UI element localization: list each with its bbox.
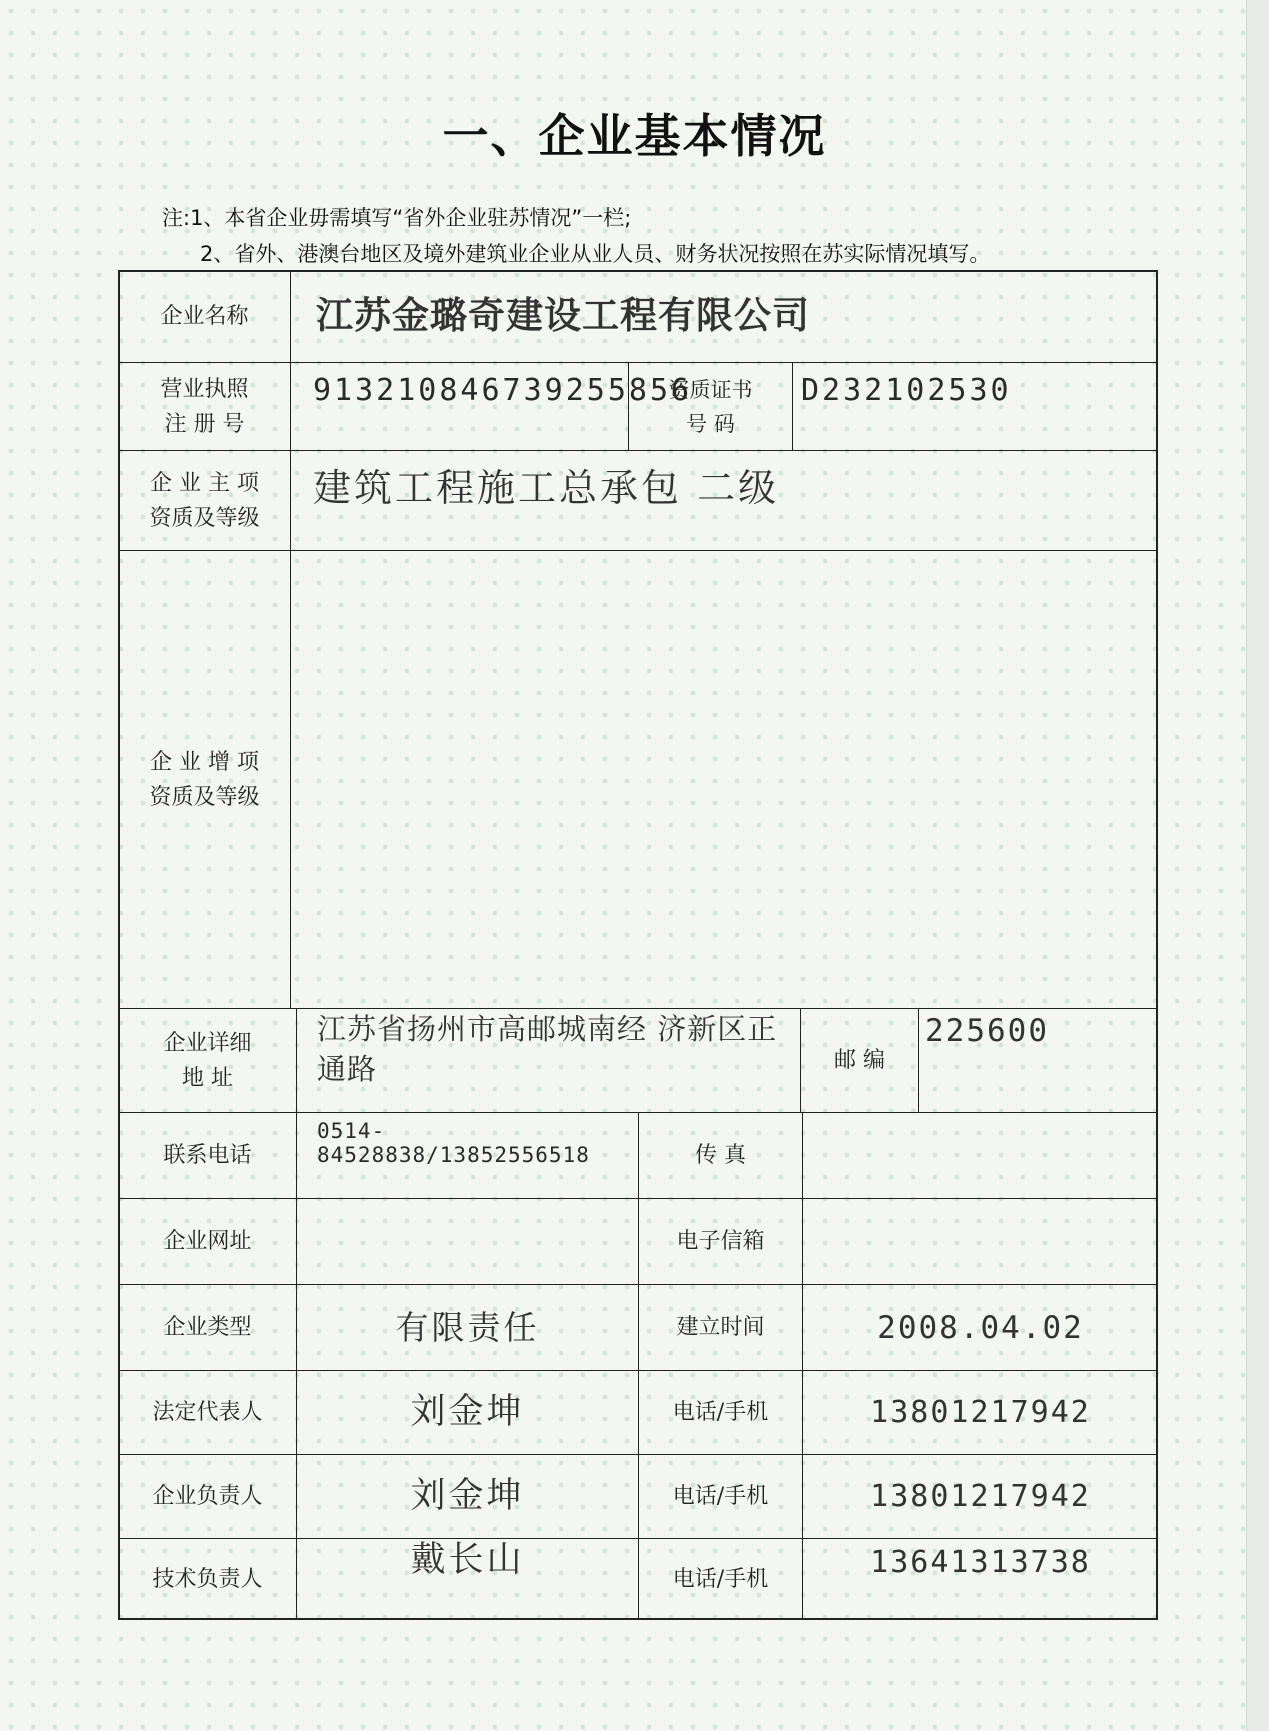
cert-value: D232102530: [792, 362, 1158, 450]
manager-label: 企业负责人: [118, 1454, 296, 1538]
main-qual-value: 建筑工程施工总承包 二级: [290, 450, 1158, 550]
company-name-value: 江苏金璐奇建设工程有限公司: [316, 294, 810, 337]
postcode-label: 邮 编: [800, 1008, 918, 1112]
note-line-1: 注:1、本省企业毋需填写“省外企业驻苏情况”一栏;: [162, 206, 632, 230]
email-label: 电子信箱: [638, 1198, 802, 1284]
website-label: 企业网址: [118, 1198, 296, 1284]
founded-value: 2008.04.02: [802, 1284, 1158, 1370]
tech-lead-label: 技术负责人: [118, 1538, 296, 1620]
address-value: 江苏省扬州市高邮城南经 济新区正通路: [296, 1008, 800, 1112]
founded-label: 建立时间: [638, 1284, 802, 1370]
tech-lead-phone-label: 电话/手机: [638, 1538, 802, 1620]
manager-value: 刘金坤: [296, 1454, 638, 1538]
note-line-2: 2、省外、港澳台地区及境外建筑业企业从业人员、财务状况按照在苏实际情况填写。: [200, 242, 991, 266]
main-qual-label: 企 业 主 项 资质及等级: [118, 450, 290, 550]
extra-qual-label: 企 业 增 项 资质及等级: [118, 550, 290, 1008]
manager-phone: 13801217942: [802, 1454, 1158, 1538]
legal-rep-label: 法定代表人: [118, 1370, 296, 1454]
type-label: 企业类型: [118, 1284, 296, 1370]
phone-label: 联系电话: [118, 1112, 296, 1198]
legal-rep-value: 刘金坤: [296, 1370, 638, 1454]
form-frame: [118, 270, 1158, 1620]
phone-value: 0514-84528838/13852556518: [296, 1112, 638, 1198]
address-label: 企业详细 地 址: [118, 1008, 296, 1112]
company-name-label: 企业名称: [118, 270, 290, 362]
postcode-value: 225600: [918, 1008, 1158, 1112]
manager-phone-label: 电话/手机: [638, 1454, 802, 1538]
license-label: 营业执照 注 册 号: [118, 362, 290, 450]
page-edge: [1246, 0, 1269, 1731]
legal-rep-phone-label: 电话/手机: [638, 1370, 802, 1454]
legal-rep-phone: 13801217942: [802, 1370, 1158, 1454]
tech-lead-phone: 13641313738: [802, 1538, 1158, 1620]
page-title: 一、企业基本情况: [442, 109, 827, 163]
fax-label: 传 真: [638, 1112, 802, 1198]
tech-lead-value: 戴长山: [296, 1538, 638, 1620]
type-value: 有限责任: [296, 1284, 638, 1370]
cert-label: 资质证书 号 码: [628, 362, 792, 450]
license-value: 913210846739255856: [290, 362, 628, 450]
